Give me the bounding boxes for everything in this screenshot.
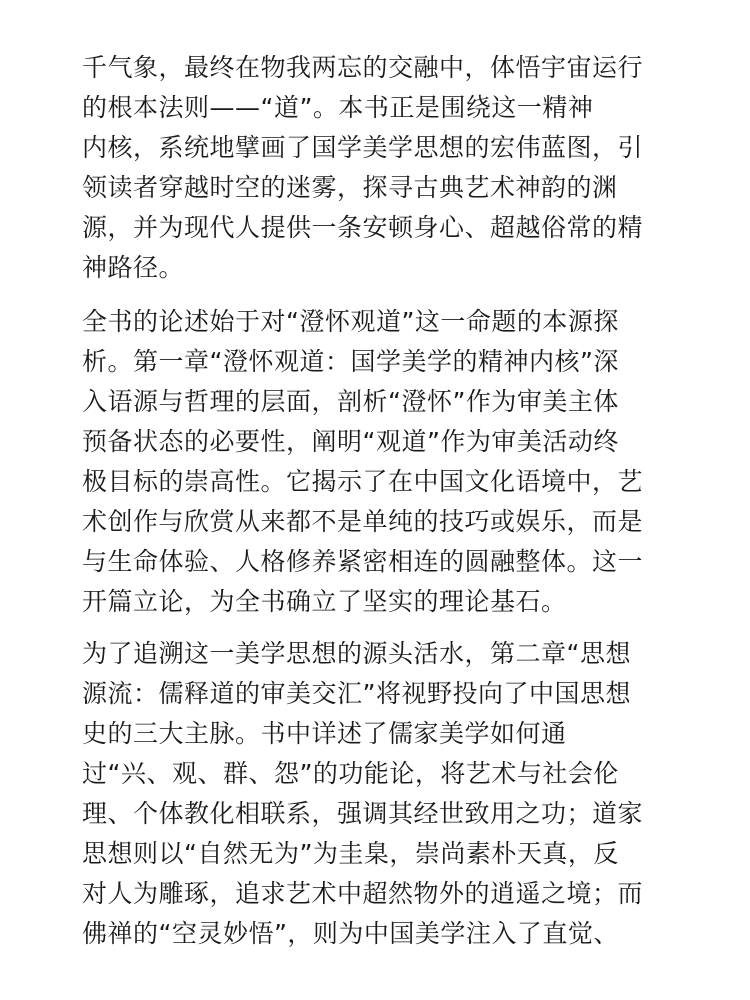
text-line: 千气象，最终在物我两忘的交融中，体悟宇宙运行	[82, 53, 644, 82]
text-line: 佛禅的“空灵妙悟”，则为中国美学注入了直觉、	[82, 919, 619, 948]
document-page	[82, 48, 682, 954]
text-line: 思想则以“自然无为”为圭臬，崇尚素朴天真，反	[82, 839, 619, 868]
text-line: 领读者穿越时空的迷雾，探寻古典艺术神韵的渊	[82, 173, 618, 202]
text-line: 术创作与欣赏从来都不是单纯的技巧或娱乐，而是	[82, 507, 644, 536]
text-line: 神路径。	[82, 253, 185, 282]
text-line: 内核，系统地擘画了国学美学思想的宏伟蓝图，引	[82, 133, 644, 162]
text-line: 为了追溯这一美学思想的源头活水，第二章“思想	[82, 639, 631, 668]
text-line: 析。第一章“澄怀观道：国学美学的精神内核”深	[82, 347, 619, 376]
paragraph-chapter-two	[82, 634, 682, 954]
text-line: 与生命体验、人格修养紧密相连的圆融整体。这一	[82, 547, 644, 576]
text-line: 源，并为现代人提供一条安顿身心、超越俗常的精	[82, 213, 644, 242]
text-line: 开篇立论，为全书确立了坚实的理论基石。	[82, 587, 567, 616]
text-line: 入语源与哲理的层面，剖析“澄怀”作为审美主体	[82, 387, 619, 416]
paragraph-spacer	[82, 622, 682, 634]
text-line: 史的三大主脉。书中详述了儒家美学如何通	[82, 719, 567, 748]
paragraph-chapter-one	[82, 302, 682, 622]
paragraph-spacer	[82, 288, 682, 302]
text-line: 理、个体教化相联系，强调其经世致用之功；道家	[82, 799, 644, 828]
paragraph-intro-continued	[82, 48, 682, 288]
text-line: 的根本法则——“道”。本书正是围绕这一精神	[82, 93, 594, 122]
text-line: 过“兴、观、群、怨”的功能论，将艺术与社会伦	[82, 759, 619, 788]
text-line: 预备状态的必要性，阐明“观道”作为审美活动终	[82, 427, 619, 456]
text-line: 极目标的崇高性。它揭示了在中国文化语境中，艺	[82, 467, 644, 496]
text-line: 源流：儒释道的审美交汇”将视野投向了中国思想	[82, 679, 631, 708]
text-line: 全书的论述始于对“澄怀观道”这一命题的本源探	[82, 307, 619, 336]
text-line: 对人为雕琢，追求艺术中超然物外的逍遥之境；而	[82, 879, 644, 908]
